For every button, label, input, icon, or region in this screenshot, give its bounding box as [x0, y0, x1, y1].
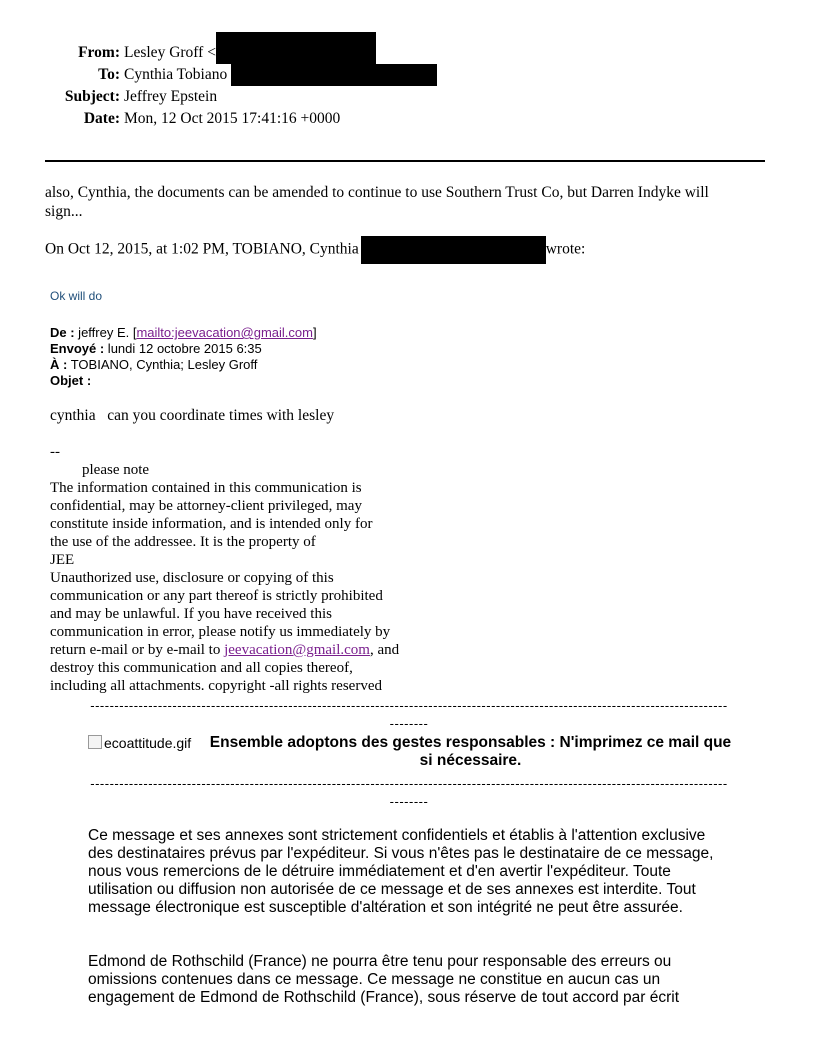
image-placeholder-icon	[88, 735, 102, 749]
eco-banner	[88, 734, 733, 774]
email-link[interactable]: jeevacation@gmail.com	[224, 642, 370, 658]
signature-line: destroy this communication and all copies thereof,	[50, 660, 353, 676]
a-label: À :	[50, 357, 68, 372]
reply-intro	[45, 236, 585, 264]
de-name: jeffrey E. [	[74, 325, 137, 340]
forwarded-header	[50, 325, 317, 389]
signature-line: including all attachments. copyright -all rights reserved	[50, 678, 382, 694]
eco-message: Ensemble adoptons des gestes responsables : N'imprimez ce mail que si nécessaire.	[209, 734, 732, 769]
redaction-block	[231, 64, 437, 86]
mailto-link[interactable]: mailto:jeevacation@gmail.com	[136, 325, 313, 340]
return-suffix: , and	[369, 642, 400, 658]
signature	[50, 443, 430, 695]
signature-line: confidential, may be attorney-client privileged, may	[50, 498, 362, 514]
signature-line: Unauthorized use, disclosure or copying of this	[50, 570, 334, 586]
signature-line: and may be unlawful. If you have received this	[50, 606, 332, 622]
from-name: Lesley Groff <	[124, 44, 216, 61]
envoye-line	[50, 341, 317, 357]
dashed-separator: --------------------------------------------------------------------------------------------------------------------------------------------	[90, 698, 728, 731]
signature-return-line	[50, 641, 430, 659]
signature-line: constitute inside information, and is intended only for	[50, 516, 373, 532]
de-label: De :	[50, 325, 75, 340]
redaction-block	[361, 236, 546, 264]
eco-image-alt: ecoattitude.gif	[104, 735, 192, 751]
to-value	[124, 64, 437, 86]
a-value: TOBIANO, Cynthia; Lesley Groff	[67, 357, 258, 372]
de-close: ]	[312, 325, 317, 340]
ok-will-do: Ok will do	[50, 289, 103, 303]
to-name: Cynthia Tobiano	[124, 66, 228, 83]
envoye-label: Envoyé :	[50, 341, 105, 356]
return-prefix: return e-mail or by e-mail to	[50, 642, 225, 658]
signature-line: JEE	[50, 552, 75, 568]
signature-line: The information contained in this communication is	[50, 480, 362, 496]
header-divider	[45, 160, 765, 162]
signature-tail	[50, 659, 430, 695]
legal-disclaimer: Ce message et ses annexes sont strictement confidentiels et établis à l'attention exclusive des destinataires prévus par l'expéditeur. Si vous n'êtes pas le destinataire de ce message, nous vous remercions de le détruire immédiatement et d'en avertir l'expéditeur. Toute utilisation ou diffusion non autorisée de ce message et de ses annexes est interdite. Tout message électronique est susceptible d'altération et son intégrité ne peut être assurée.	[88, 827, 714, 916]
date-label: Date:	[83, 110, 120, 127]
envoye-value: lundi 12 octobre 2015 6:35	[104, 341, 262, 356]
reply-intro-text: On Oct 12, 2015, at 1:02 PM, TOBIANO, Cynthia	[45, 240, 359, 258]
please-note: please note	[82, 462, 150, 478]
date-value: Mon, 12 Oct 2015 17:41:16 +0000	[124, 110, 341, 127]
dashed-separator: --------------------------------------------------------------------------------------------------------------------------------------------	[90, 776, 728, 809]
from-value	[124, 42, 376, 64]
signature-line: communication in error, please notify us immediately by	[50, 624, 391, 640]
signature-lines	[50, 479, 430, 641]
to-label: To:	[98, 66, 120, 83]
reply-wrote: wrote:	[545, 240, 586, 258]
objet-line	[50, 373, 317, 389]
objet-label: Objet :	[50, 373, 92, 388]
subject-label: Subject:	[64, 88, 120, 105]
signature-line: communication or any part thereof is strictly prohibited	[50, 588, 383, 604]
message-text: cynthia can you coordinate times with lesley	[50, 407, 335, 424]
signature-line: the use of the addressee. It is the property of	[50, 534, 316, 550]
de-line	[50, 325, 317, 341]
signature-dashes: --	[50, 444, 60, 460]
redaction-block	[216, 32, 376, 64]
body-paragraph: also, Cynthia, the documents can be amended to continue to use Southern Trust Co, but Darren Indyke will sign...	[45, 184, 709, 220]
broken-image-icon	[88, 734, 206, 752]
subject-value: Jeffrey Epstein	[124, 88, 218, 105]
a-line	[50, 357, 317, 373]
from-label: From:	[78, 44, 120, 61]
legal-disclaimer: Edmond de Rothschild (France) ne pourra être tenu pour responsable des erreurs ou omissions contenues dans ce message. Ce message ne constitue en aucun cas un engagement de Edmond de Rothschild (France), sous réserve de tout accord par écrit	[88, 953, 680, 1006]
